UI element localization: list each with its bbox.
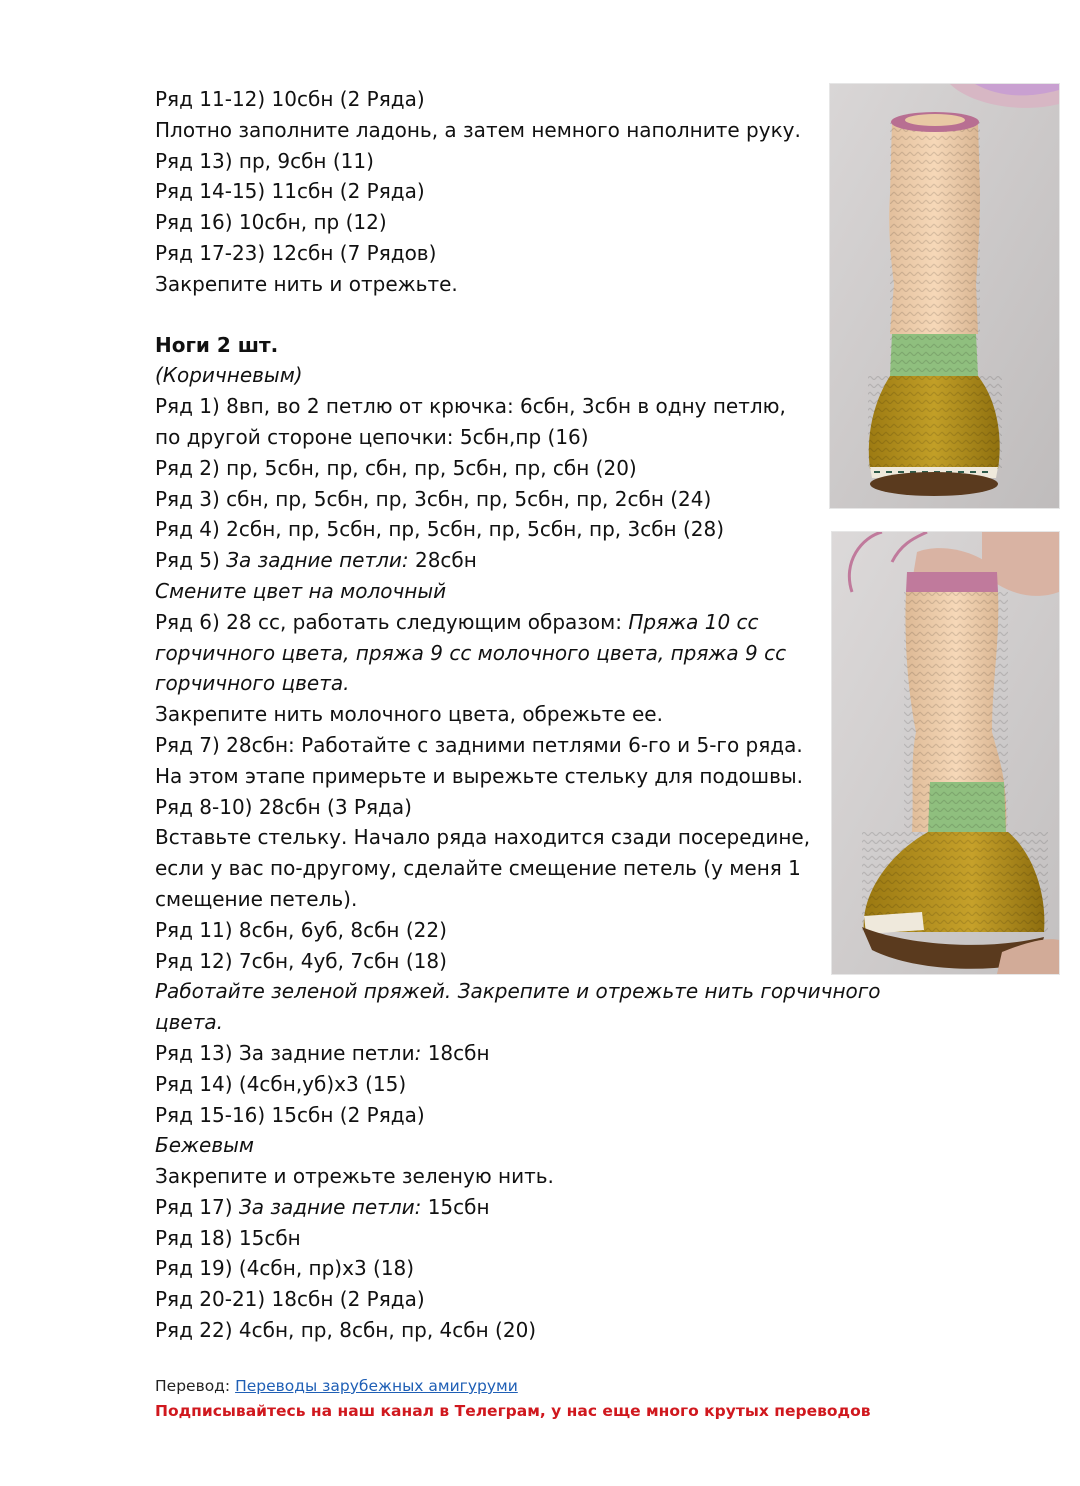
text-run: Ряд 4) 2сбн, пр, 5сбн, пр, 5сбн, пр, 5сбн, пр, 3сбн (28) bbox=[155, 517, 725, 542]
text-run: Ряд 16) 10сбн, пр (12) bbox=[155, 210, 387, 235]
text-run: Вставьте стельку. Начало ряда находится сзади посередине, bbox=[155, 825, 811, 850]
text-run: (Коричневым) bbox=[155, 363, 303, 388]
text-line bbox=[155, 1130, 1035, 1161]
text-run: Закрепите нить молочного цвета, обрежьте ее. bbox=[155, 702, 663, 727]
photo-arm bbox=[829, 83, 1060, 509]
translation-link[interactable]: Переводы зарубежных амигуруми bbox=[235, 1377, 518, 1395]
text-run: 18сбн bbox=[421, 1040, 490, 1065]
text-run: За задние петли: bbox=[226, 548, 409, 573]
text-run: Ряд 7) 28сбн: Работайте с задними петлями 6-го и 5-го ряда. bbox=[155, 732, 803, 757]
text-run: Закрепите и отрежьте зеленую нить. bbox=[155, 1164, 554, 1189]
text-run: 15сбн bbox=[421, 1194, 490, 1219]
text-run: Ряд 19) (4сбн, пр)x3 (18) bbox=[155, 1256, 415, 1281]
text-run: горчичного цвета, пряжа 9 сс молочного цвета, пряжа 9 сс bbox=[155, 640, 787, 665]
translation-label: Перевод: bbox=[155, 1377, 236, 1395]
text-run: Ряд 15-16) 15сбн (2 Ряда) bbox=[155, 1102, 425, 1127]
text-run: Ряд 8-10) 28сбн (3 Ряда) bbox=[155, 794, 412, 819]
text-line bbox=[155, 1038, 1035, 1069]
text-line bbox=[155, 1007, 1035, 1038]
text-line bbox=[155, 1161, 1035, 1192]
translation-line bbox=[155, 1374, 1035, 1399]
text-run: если у вас по-другому, сделайте смещение петель (у меня 1 bbox=[155, 856, 801, 881]
text-run: Ряд 2) пр, 5сбн, пр, сбн, пр, 5сбн, пр, сбн (20) bbox=[155, 455, 637, 480]
text-run: Ряд 14) (4сбн,уб)x3 (15) bbox=[155, 1071, 407, 1096]
text-run: 28сбн bbox=[408, 548, 477, 573]
text-run: Работайте зеленой пряжей. Закрепите и отрежьте нить горчичного bbox=[155, 979, 881, 1004]
text-run: Ряд 3) сбн, пр, 5сбн, пр, 3сбн, пр, 5сбн, пр, 2сбн (24) bbox=[155, 486, 712, 511]
text-run: Закрепите нить и отрежьте. bbox=[155, 271, 458, 296]
text-run: Ряд 11-12) 10сбн (2 Ряда) bbox=[155, 87, 425, 111]
photo-leg bbox=[831, 531, 1060, 975]
text-run: За задние петли: bbox=[238, 1194, 422, 1219]
text-line bbox=[155, 1284, 1035, 1315]
text-line bbox=[155, 1069, 1035, 1100]
text-run: Ряд 12) 7сбн, 4уб, 7сбн (18) bbox=[155, 948, 447, 973]
text-run: Пряжа 10 сс bbox=[628, 609, 759, 634]
text-line bbox=[155, 1315, 1035, 1346]
text-run: Ряд 14-15) 11сбн (2 Ряда) bbox=[155, 179, 425, 204]
text-run: Ряд 5) bbox=[155, 548, 227, 573]
text-run: : bbox=[414, 1040, 422, 1065]
text-line bbox=[155, 1223, 1035, 1254]
text-run: Ряд 17-23) 12сбн (7 Рядов) bbox=[155, 240, 437, 265]
text-run: Ряд 1) 8вп, во 2 петлю от крючка: 6сбн, 3сбн в одну петлю, bbox=[155, 394, 786, 419]
text-run: цвета. bbox=[155, 1010, 223, 1035]
text-line bbox=[155, 1100, 1035, 1131]
telegram-promo: Подписывайтесь на наш канал в Телеграм, у нас еще много крутых переводов bbox=[155, 1402, 871, 1420]
text-run: Бежевым bbox=[155, 1133, 255, 1158]
text-run: Ряд 17) bbox=[155, 1194, 239, 1219]
text-run: Ряд 11) 8сбн, 6уб, 8сбн (22) bbox=[155, 917, 447, 942]
text-run: Ряд 13) пр, 9сбн (11) bbox=[155, 148, 374, 173]
footer bbox=[155, 1374, 1035, 1424]
text-run: Ряд 22) 4сбн, пр, 8сбн, пр, 4сбн (20) bbox=[155, 1318, 537, 1343]
text-run: Плотно заполните ладонь, а затем немного наполните руку. bbox=[155, 117, 801, 142]
text-line bbox=[155, 976, 1035, 1007]
text-line bbox=[155, 1253, 1035, 1284]
text-run: Ряд 13) За задние петли bbox=[155, 1040, 415, 1065]
text-run: Ряд 20-21) 18сбн (2 Ряда) bbox=[155, 1287, 425, 1312]
text-run: горчичного цвета. bbox=[155, 671, 350, 696]
text-run: Ноги 2 шт. bbox=[155, 332, 279, 357]
text-run: На этом этапе примерьте и вырежьте стельку для подошвы. bbox=[155, 763, 803, 788]
text-run: по другой стороне цепочки: 5сбн,пр (16) bbox=[155, 424, 589, 449]
text-line bbox=[155, 1192, 1035, 1223]
text-run: смещение петель). bbox=[155, 886, 358, 911]
text-run: Ряд 6) 28 сс, работать следующим образом: bbox=[155, 609, 629, 634]
text-run: Ряд 18) 15сбн bbox=[155, 1225, 301, 1250]
text-run: Смените цвет на молочный bbox=[155, 578, 447, 603]
